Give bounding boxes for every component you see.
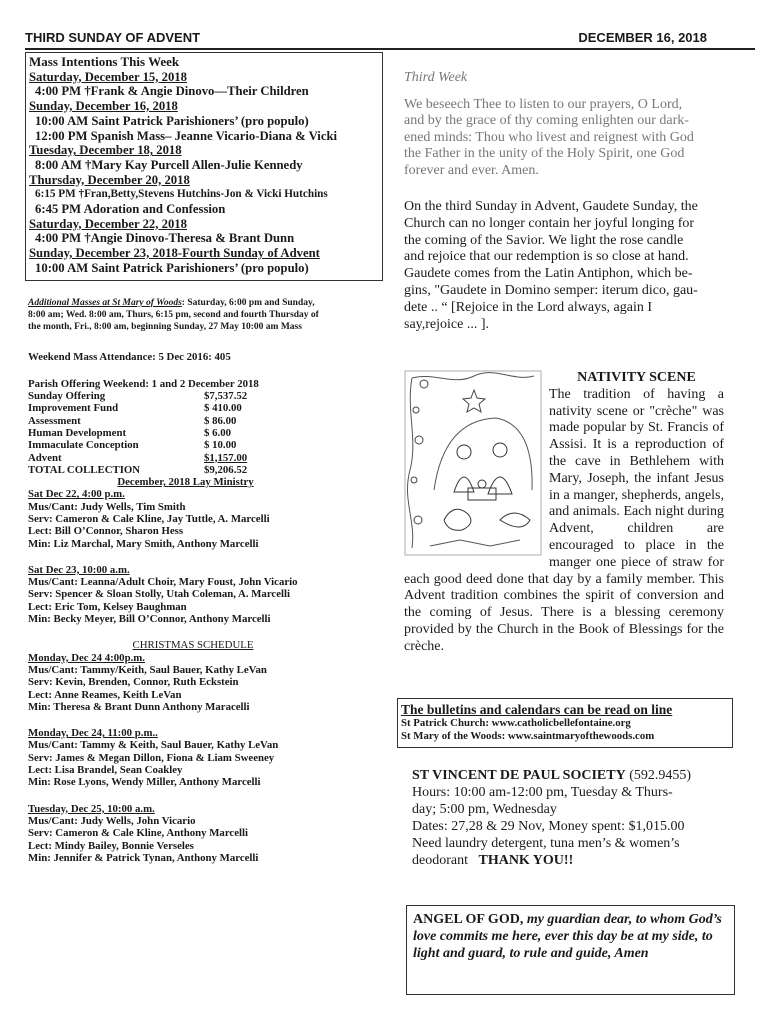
schedule-line: Serv: Kevin, Brenden, Connor, Ruth Eckstein [28, 676, 239, 689]
offering-row [28, 427, 383, 439]
offering-value: $ 410.00 [204, 402, 242, 415]
schedule-line: Lect: Eric Tom, Kelsey Baughman [28, 600, 187, 613]
bulletin-title: The bulletins and calendars can be read on line [401, 702, 673, 717]
schedule-line: Min: Rose Lyons, Wendy Miller, Anthony Marcelli [28, 776, 261, 789]
christmas-mass-date: Tuesday, Dec 25, 10:00 a.m. [28, 802, 155, 815]
svdp-title: ST VINCENT DE PAUL SOCIETY [412, 768, 626, 783]
schedule-line: Mus/Cant: Tammy & Keith, Saul Bauer, Kathy LeVan [28, 739, 279, 752]
gaudete-line: Gaudete comes from the Latin Antiphon, which be- [404, 266, 693, 282]
additional-masses-line: : Saturday, 6:00 pm and Sunday, [181, 297, 315, 308]
gaudete-line: and rejoice that our redemption is so close at hand. [404, 249, 689, 265]
svdp-line: day; 5:00 pm, Wednesday [412, 802, 557, 817]
mass-day-heading: Saturday, December 15, 2018 [29, 69, 187, 84]
prayer-line: We beseech Thee to listen to our prayers, O Lord, [404, 96, 683, 112]
offering-value: $1,157.00 [204, 451, 248, 464]
bulletin-link-st-mary[interactable]: St Mary of the Woods: www.saintmaryofthewoods.com [401, 730, 655, 742]
schedule-line: Serv: Cameron & Cale Kline, Anthony Marcelli [28, 827, 249, 840]
offering-value: $9,206.52 [204, 463, 248, 476]
header-date: DECEMBER 16, 2018 [578, 30, 707, 45]
gaudete-line: Church can no longer contain her joyful longing for [404, 215, 695, 231]
mass-intention: 6:45 PM Adoration and Confession [35, 202, 226, 217]
mass-day-heading: Thursday, December 20, 2018 [29, 172, 190, 187]
svdp-section [412, 767, 732, 869]
offering-label: Assessment [28, 414, 81, 427]
lay-ministry-date: Sat Dec 23, 10:00 a.m. [28, 563, 130, 576]
prayer-title: Third Week [404, 70, 468, 85]
schedule-line: Lect: Lisa Brandel, Sean Coakley [28, 764, 183, 777]
mass-intention: 12:00 PM Spanish Mass– Jeanne Vicario-Diana & Vicki [35, 128, 338, 143]
bulletin-link-st-patrick[interactable]: St Patrick Church: www.catholicbellefontaine.org [401, 717, 631, 729]
christmas-schedule [28, 652, 383, 864]
schedule-line: Mus/Cant: Judy Wells, John Vicario [28, 814, 196, 827]
additional-masses-label: Additional Masses at St Mary of Woods [28, 297, 182, 308]
parish-info [25, 333, 383, 864]
left-column [25, 52, 383, 864]
angel-prayer-text: my guardian dear, to whom God’s love commits me here, ever this day be at my side, to light and guard, to rule and guide, Amen [413, 912, 722, 961]
mass-intentions-list [29, 70, 378, 276]
schedule-line: Min: Becky Meyer, Bill O’Connor, Anthony Marcelli [28, 613, 271, 626]
header-rule [25, 48, 755, 50]
offering-label: Improvement Fund [28, 402, 119, 415]
mass-day-heading: Sunday, December 16, 2018 [29, 99, 178, 114]
additional-masses-line: the month, Fri., 8:00 am, beginning Sunday, 27 May 10:00 am Mass [28, 322, 302, 333]
right-column [404, 70, 724, 333]
nativity-title: NATIVITY SCENE [577, 370, 696, 385]
schedule-line: Serv: Cameron & Cale Kline, Jay Tuttle, A. Marcelli [28, 513, 270, 525]
offering-title: Parish Offering Weekend: 1 and 2 December 2018 [28, 377, 259, 390]
gaudete-paragraph [404, 199, 724, 333]
offering-row [28, 464, 383, 476]
svdp-details [412, 784, 732, 852]
header-title: THIRD SUNDAY OF ADVENT [25, 30, 201, 45]
offering-row [28, 390, 383, 402]
offering-table [28, 390, 383, 476]
offering-value: $ 6.00 [204, 426, 231, 439]
mass-intention: 10:00 AM Saint Patrick Parishioners’ (pro populo) [35, 260, 309, 275]
additional-masses-note [25, 297, 383, 334]
offering-value: $7,537.52 [204, 390, 248, 403]
nativity-body: The tradition of having a nativity scene or "crèche" was made popular by St. Francis of Assisi. It is a reproduction of the cave in Bethlehem with Mary, Joseph, the infant Jesus in a manger, shepherds, angels, and animals. Each night during Advent, children are encouraged to place in the manger one piece of straw for each good deed done that day by a family member. This Advent tradition combines the spirit of conversion and the coming of Jesus. There is a blessing ceremony provided by the Church in the Book of Blessings for the crèche. [404, 386, 724, 654]
offering-label: Advent [28, 451, 62, 464]
svdp-thanks: THANK YOU!! [478, 853, 574, 868]
svdp-phone: (592.9455) [629, 768, 692, 783]
mass-intention: 10:00 AM Saint Patrick Parishioners’ (pro populo) [35, 113, 309, 128]
mass-attendance: Weekend Mass Attendance: 5 Dec 2016: 405 [28, 351, 231, 364]
additional-masses-line: 8:00 am; Wed. 8:00 am, Thurs, 6:15 pm, second and fourth Thursday of [28, 309, 319, 320]
schedule-line: Lect: Bill O’Connor, Sharon Hess [28, 525, 184, 538]
mass-day-heading: Tuesday, December 18, 2018 [29, 143, 182, 158]
offering-row [28, 402, 383, 414]
lay-ministry-schedule [28, 488, 383, 625]
prayer-line: forever and ever. Amen. [404, 162, 539, 178]
offering-label: Human Development [28, 426, 127, 439]
svdp-line: Hours: 10:00 am-12:00 pm, Tuesday & Thurs- [412, 785, 673, 800]
gaudete-line: the coming of the Savior. We light the rose candle [404, 232, 684, 248]
offering-label: Immaculate Conception [28, 439, 139, 452]
nativity-illustration [404, 370, 542, 556]
schedule-line: Lect: Anne Reames, Keith LeVan [28, 688, 182, 701]
prayer-line: ened minds: Thou who livest and reignest with God [404, 129, 694, 145]
svdp-line: Dates: 27,28 & 29 Nov, Money spent: $1,015.00 [412, 819, 685, 834]
offering-label: Sunday Offering [28, 390, 106, 403]
offering-row [28, 415, 383, 427]
offering-row [28, 439, 383, 451]
mass-intention: 8:00 AM †Mary Kay Purcell Allen-Julie Kennedy [35, 157, 303, 172]
lay-ministry-date: Sat Dec 22, 4:00 p.m. [28, 488, 125, 501]
gaudete-line: dete .. “ [Rejoice in the Lord always, again I [404, 299, 653, 315]
schedule-line: Min: Liz Marchal, Mary Smith, Anthony Marcelli [28, 537, 259, 550]
offering-value: $ 10.00 [204, 439, 237, 452]
mass-day-heading: Saturday, December 22, 2018 [29, 216, 187, 231]
prayer-line: the Father in the unity of the Holy Spirit, one God [404, 146, 685, 161]
schedule-line: Serv: James & Megan Dillon, Fiona & Liam Sweeney [28, 751, 275, 764]
offering-label: TOTAL COLLECTION [28, 463, 141, 476]
mass-intention: 4:00 PM †Frank & Angie Dinovo—Their Children [35, 84, 309, 99]
offering-row [28, 452, 383, 464]
mass-intentions-box [25, 52, 383, 281]
schedule-line: Mus/Cant: Judy Wells, Tim Smith [28, 500, 186, 513]
christmas-mass-date: Monday, Dec 24, 11:00 p.m.. [28, 727, 158, 740]
lay-ministry-title: December, 2018 Lay Ministry [117, 476, 254, 489]
mass-intentions-title: Mass Intentions This Week [29, 54, 180, 69]
svdp-last-line: deodorant [412, 853, 468, 868]
schedule-line: Lect: Mindy Bailey, Bonnie Verseles [28, 839, 194, 852]
nativity-section [404, 370, 724, 656]
gaudete-line: say,rejoice ... ]. [404, 316, 489, 332]
gaudete-line: On the third Sunday in Advent, Gaudete Sunday, the [404, 199, 698, 214]
schedule-line: Min: Theresa & Brant Dunn Anthony Maracelli [28, 700, 250, 713]
advent-prayer [404, 70, 724, 179]
prayer-text [404, 97, 724, 180]
mass-intention: 4:00 PM †Angie Dinovo-Theresa & Brant Dunn [35, 231, 295, 246]
offering-value: $ 86.00 [204, 414, 237, 427]
page-header [25, 30, 751, 48]
mass-day-heading: Sunday, December 23, 2018-Fourth Sunday of Advent [29, 246, 320, 261]
angel-prayer-heading: ANGEL OF GOD, [413, 912, 524, 927]
christmas-mass-date: Monday, Dec 24 4:00p.m. [28, 651, 145, 664]
bulletin-links-box [397, 698, 733, 748]
schedule-line: Min: Jennifer & Patrick Tynan, Anthony Marcelli [28, 851, 259, 864]
schedule-line: Mus/Cant: Tammy/Keith, Saul Bauer, Kathy LeVan [28, 663, 267, 676]
gaudete-line: gins, "Gaudete in Domino semper: iterum dico, gau- [404, 282, 698, 298]
christmas-schedule-title: CHRISTMAS SCHEDULE [132, 639, 254, 652]
prayer-line: and by the grace of thy coming enlighten our dark- [404, 113, 689, 128]
schedule-line: Serv: Spencer & Sloan Stolly, Utah Coleman, A. Marcelli [28, 588, 291, 601]
angel-of-god-prayer-box [406, 905, 735, 995]
schedule-line: Mus/Cant: Leanna/Adult Choir, Mary Foust, John Vicario [28, 576, 298, 589]
mass-intention: 6:15 PM †Fran,Betty,Stevens Hutchins-Jon & Vicki Hutchins [35, 188, 328, 201]
svdp-line: Need laundry detergent, tuna men’s & women’s [412, 836, 680, 851]
